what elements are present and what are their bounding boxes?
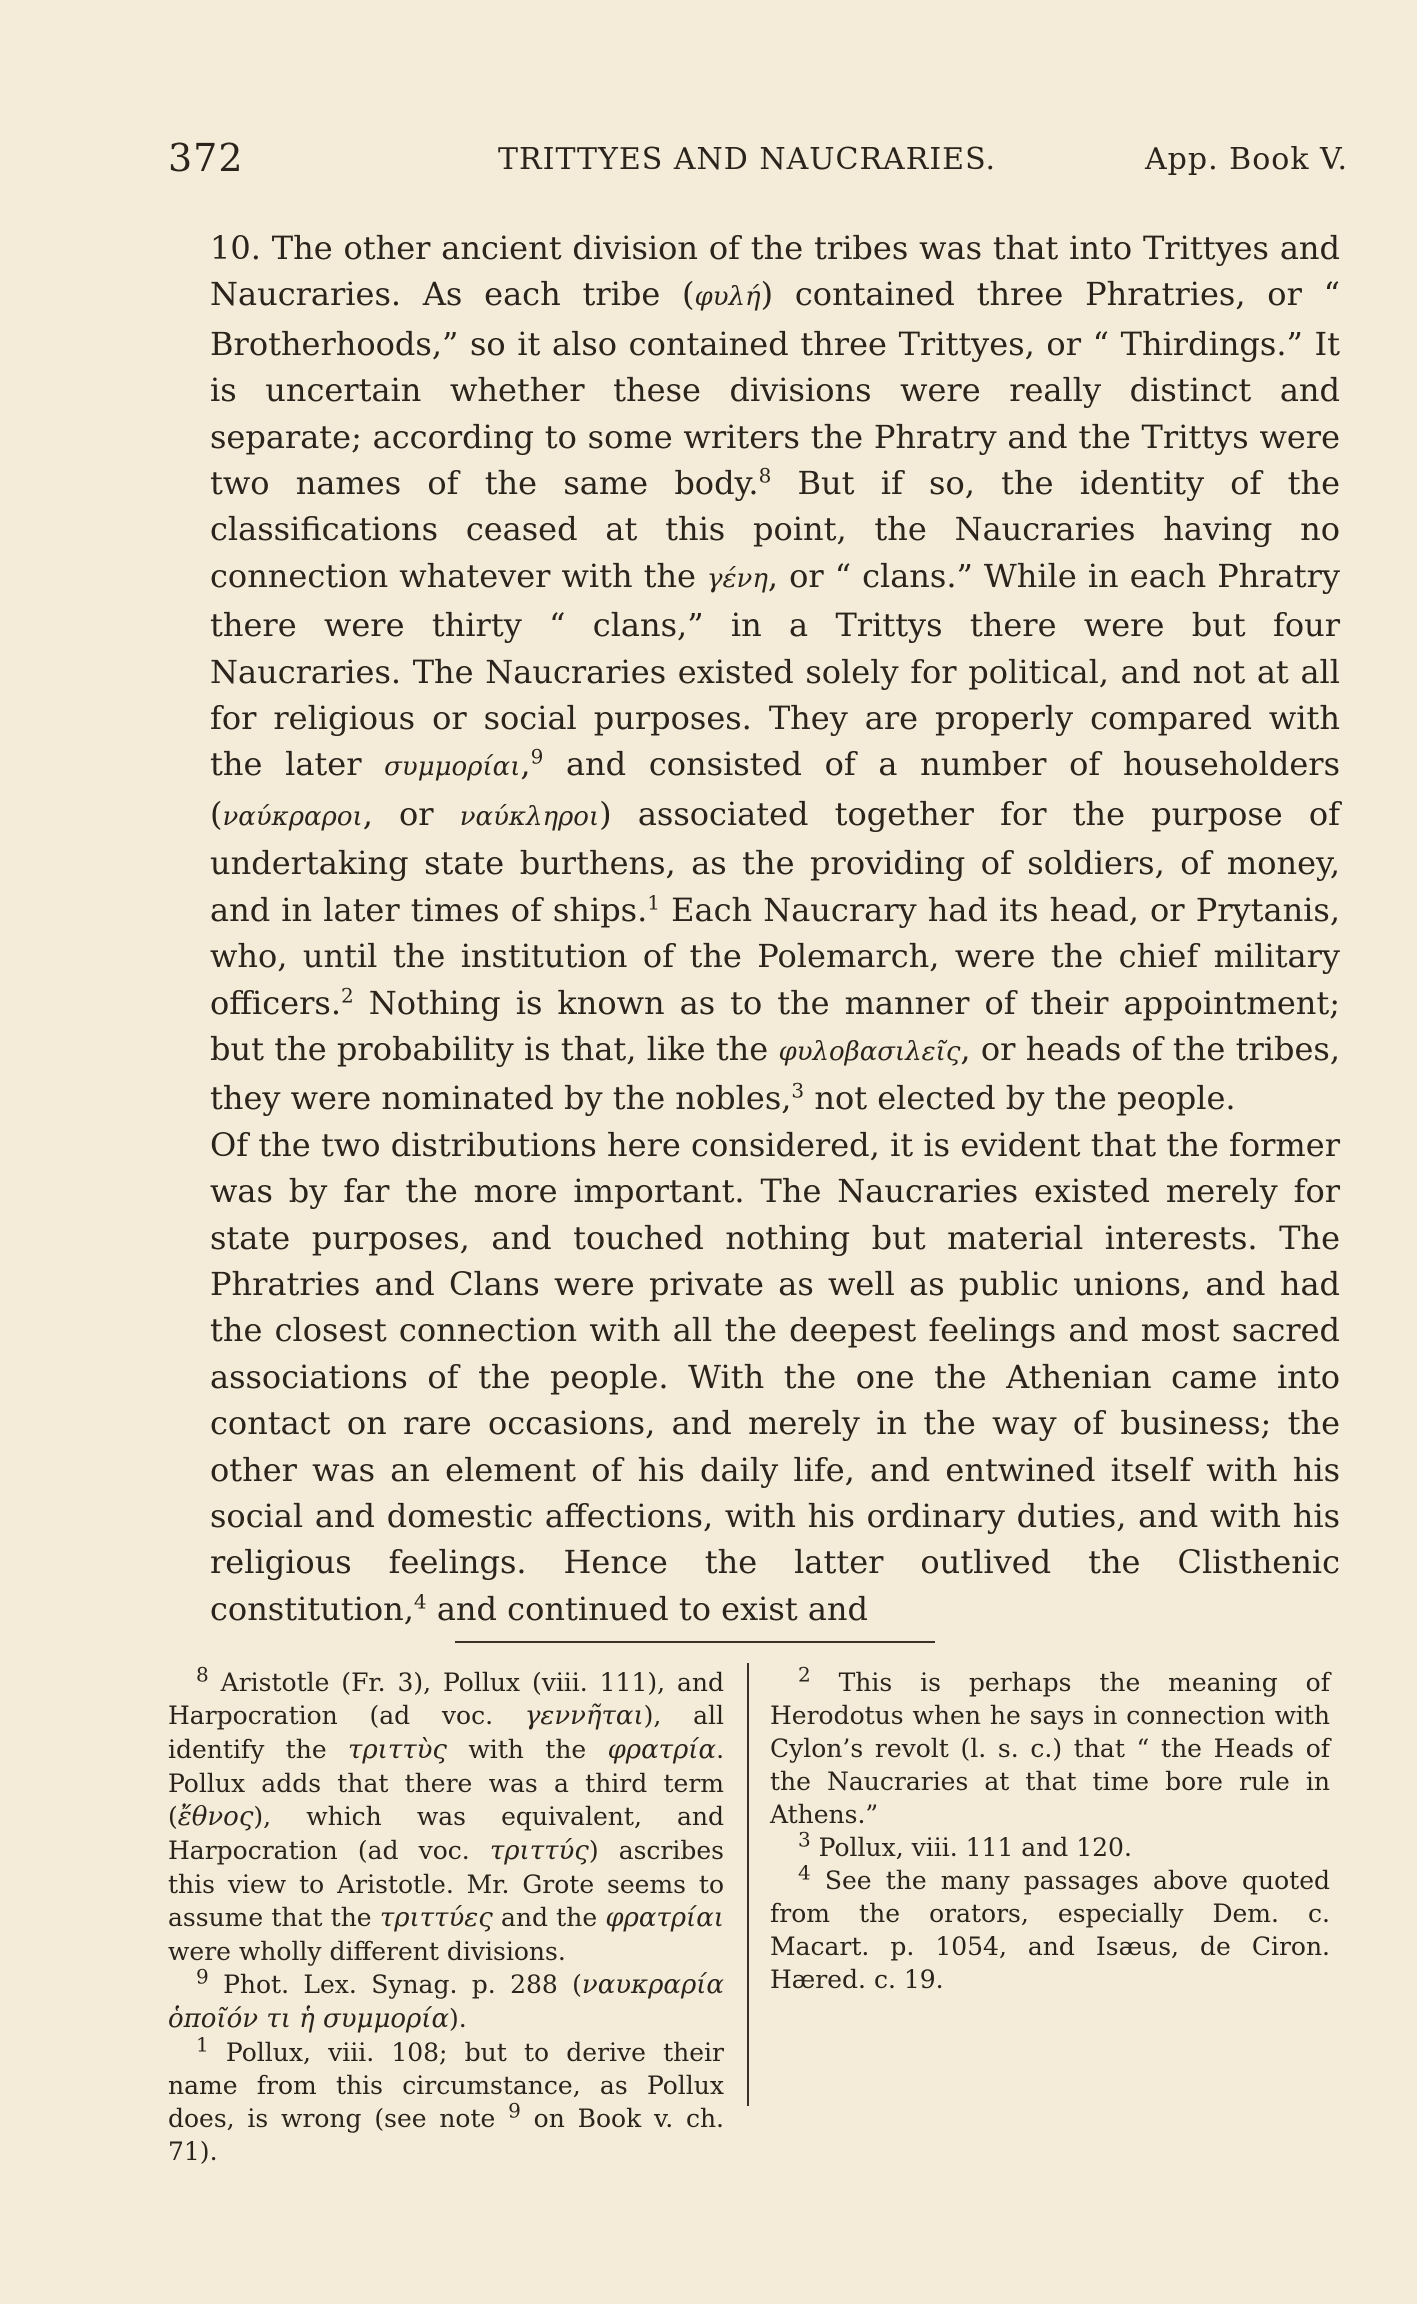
footnote-ref: 1	[647, 890, 661, 915]
greek-term: συμμορίαι	[384, 752, 521, 783]
paragraph-10: 10. The other ancient division of the tribes was that into Trittyes and Naucraries. As each tribe (φυλή) contained three Phratries, or “ Brotherhoods,” so it also contained three Trittyes, or “ Thirdings.” It is uncertain whether these divisions were really distinct and separate; according to some writers the Phratry and the Trittys were two names of the same body.$^8$ But if so, the identity of the classifications ceased at this point, the Naucraries having no connection whatever with the γένη, or “ clans.” While in each Phratry there were thirty “ clans,” in a Trittys there were but four Naucraries. The Naucraries existed solely for political, and not at all for religious or social purposes. They are properly compared with the later συμμορίαι,$^9$ and consisted of a number of householders (ναύκραροι, or ναύκληροι) associated together for the purpose of undertaking state burthens, as the providing of soldiers, of money, and in later times of ships.$^1$ Each Naucrary had its head, or Prytanis, who, until the institution of the Polemarch, were the chief military officers.$^2$ Nothing is known as to the manner of their appointment; but the probability is that, like the φυλοβασιλεῖς, or heads of the tribes, they were nominated by the nobles,$^3$ not elected by the people.	[210, 229, 1341, 1118]
section-label: App. Book V.	[1145, 142, 1348, 177]
footnote-4: $^4$ See the many passages above quoted from the orators, especially Dem. c. Macart. p. 1054, and Isæus, de Ciron. Hæred. c. 19.	[770, 1860, 1330, 1994]
greek-term: γένη	[707, 563, 768, 594]
column-divider	[747, 1663, 749, 2106]
footnotes-left-column	[168, 1662, 725, 2168]
footnote-ref: 3	[791, 1078, 805, 1103]
greek-term: ναύκληροι	[459, 801, 600, 832]
footnote-9: $^9$ Phot. Lex. Synag. p. 288 (ναυκραρία ὁποῖόν τι ἡ συμμορία).	[168, 1964, 724, 2034]
paragraph-distributions: Of the two distributions here considered, it is evident that the former was by far the more important. The Naucraries existed merely for state purposes, and touched nothing but material interests. The Phratries and Clans were private as well as public unions, and had the closest connection with all the deepest feelings and most sacred associations of the people. With the one the Athenian came into contact on rare occasions, and merely in the way of business; the other was an element of his daily life, and entwined itself with his social and domestic affections, with his ordinary duties, and with his religious feelings. Hence the latter outlived the Clisthenic constitution,$^4$ and continued to exist and	[210, 1125, 1340, 1628]
main-text	[210, 225, 1340, 1632]
footnote-3: $^3$ Pollux, viii. 111 and 120.	[798, 1827, 1132, 1862]
footnote-1: $^1$ Pollux, viii. 108; but to derive their name from this circumstance, as Pollux does, is wrong (see note $^9$ on Book v. ch. 71).	[168, 2032, 725, 2166]
footnote-rule	[455, 1641, 935, 1643]
footnote-2: $^2$ This is perhaps the meaning of Herodotus when he says in connection with Cylon’s revolt (l. s. c.) that “ the Heads of the Naucraries at that time bore rule in Athens.”	[770, 1662, 1330, 1829]
page-number: 372	[168, 136, 244, 180]
footnote-ref: 4	[413, 1589, 427, 1614]
footnotes-right-column	[770, 1662, 1330, 1996]
footnote-ref: 9	[530, 744, 544, 769]
footnote-ref: 2	[340, 982, 354, 1007]
running-title: TRITTYES AND NAUCRARIES.	[498, 142, 997, 177]
running-header	[168, 136, 1348, 182]
footnote-8: $^8$ Aristotle (Fr. 3), Pollux (viii. 111), and Harpocration (ad voc. γεννῆται), all identify the τριττὺς with the φρατρία. Pollux adds that there was a third term (ἔθνος), which was equivalent, and Harpocration (ad voc. τριττύς) ascribes this view to Aristotle. Mr. Grote seems to assume that the τριττύες and the φρατρίαι were wholly different divisions.	[168, 1662, 725, 1966]
greek-term: φυλή	[694, 282, 761, 313]
greek-term: ναύκραροι	[222, 801, 363, 832]
footnote-ref: 8	[758, 463, 772, 488]
greek-term: φυλοβασιλεῖς	[778, 1036, 961, 1067]
